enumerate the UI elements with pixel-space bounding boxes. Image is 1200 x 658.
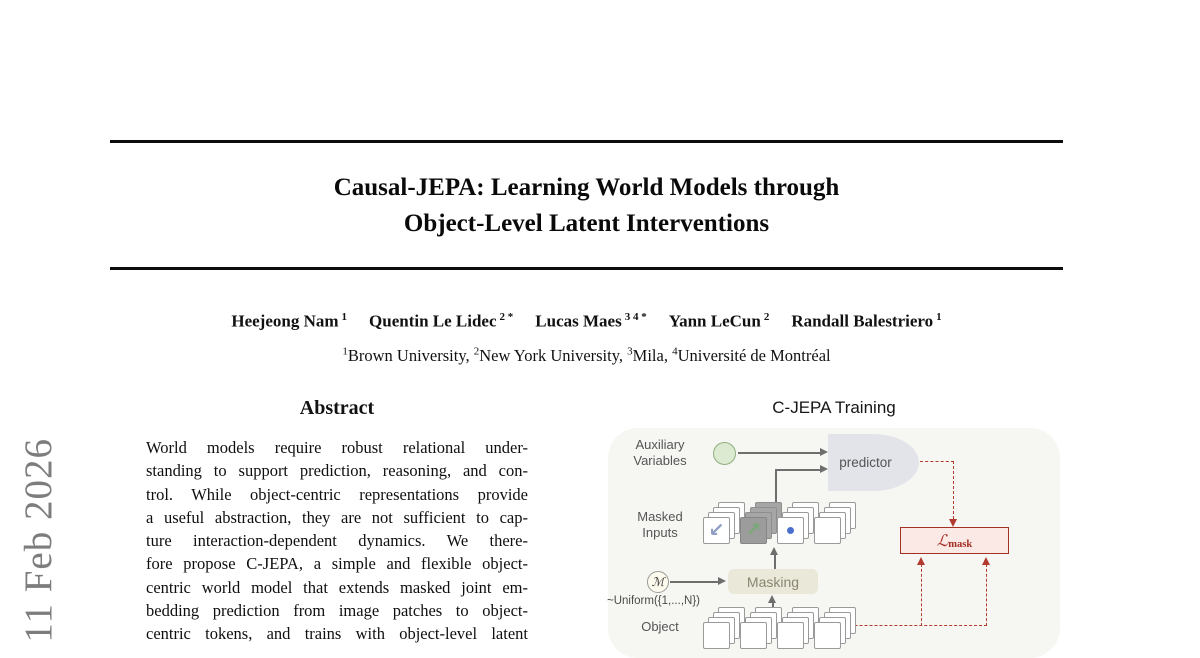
line-inputs-to-predictor-horizontal: [775, 469, 822, 471]
page-title: [110, 170, 1063, 242]
author-name: Quentin Le Lidec $^{2 *}$: [369, 311, 514, 331]
masked-inputs-label: Masked Inputs: [637, 509, 683, 540]
affiliation-item: $^2$New York University,: [473, 345, 628, 365]
patch-card: [777, 517, 804, 544]
masking-block: Masking: [728, 569, 818, 594]
arrowhead-m-to-masking-icon: [718, 577, 726, 585]
author-affiliation-superscript: 1: [341, 311, 348, 323]
arrow-m-to-masking: [670, 581, 720, 583]
object-embeddings-label: Object: [641, 619, 679, 634]
abstract-line: trol. While object-centric representations provide: [146, 484, 528, 504]
auxiliary-variable-node: [713, 442, 736, 465]
figure-title: C-JEPA Training: [772, 398, 896, 417]
dashed-target-to-loss-right: [986, 564, 987, 626]
authors-row: [110, 311, 1063, 332]
title-line-1: Causal-JEPA: Learning World Models through: [333, 174, 840, 201]
affiliation-item: $^1$Brown University,: [342, 345, 474, 365]
abstract-line: standing to support prediction, reasoning, and con-: [146, 461, 528, 481]
abstract-body: [146, 436, 528, 646]
dashed-target-to-loss-left: [921, 564, 922, 626]
auxiliary-variables-label: Auxiliary Variables: [633, 437, 687, 468]
author-name: Lucas Maes $^{3 4 *}$: [535, 311, 647, 331]
dashed-predictor-out-horizontal: [920, 461, 954, 462]
abstract-line: bedding prediction from image patches to object-: [146, 601, 528, 621]
author-name: Heejeong Nam $^1$: [231, 311, 348, 331]
dashed-predictor-to-loss-vertical: [953, 461, 954, 519]
title-bottom-rule: [110, 267, 1063, 270]
arrowhead-into-loss-top-icon: [949, 519, 957, 527]
patch-card: [814, 517, 841, 544]
abstract-heading: Abstract: [299, 397, 375, 419]
line-inputs-to-predictor-vertical: [775, 469, 777, 504]
mask-loss-box: ℒ mask: [900, 527, 1009, 554]
patch-card: [703, 517, 730, 544]
title-line-2: Object-Level Latent Interventions: [403, 210, 770, 237]
uniform-distribution-label: ~Uniform({1,...,N}): [607, 595, 700, 607]
abstract-line: World models require robust relational under-: [146, 438, 528, 457]
mask-distribution-node: ℳ: [647, 571, 669, 593]
abstract-line: centric tokens, and trains with object-level latent: [146, 624, 528, 644]
masked-patch-card: [740, 517, 767, 544]
patch-card: [777, 622, 804, 649]
patch-card: [740, 622, 767, 649]
abstract-line: ture interaction-dependent dynamics. We there-: [146, 531, 528, 551]
patch-card: [703, 622, 730, 649]
abstract-line: fore propose C-JEPA, a simple and flexible object-: [146, 554, 528, 574]
affiliations-row: [110, 345, 1063, 366]
author-affiliation-superscript: 2: [763, 311, 770, 323]
abstract-line: a useful abstraction, they are not sufficient to cap-: [146, 507, 528, 527]
affiliation-item: $^4$Université de Montréal: [672, 345, 831, 365]
author-name: Randall Balestriero $^1$: [791, 311, 942, 331]
arrow-aux-to-predictor: [738, 452, 822, 454]
predictor-block: predictor: [828, 434, 919, 491]
affiliation-item: $^3$Mila,: [627, 345, 673, 365]
arrow-down-left-icon: ↙: [708, 519, 725, 541]
abstract-line: centric world model that extends masked joint em-: [146, 577, 528, 597]
author-affiliation-superscript: 3 4 *: [624, 311, 647, 323]
author-affiliation-superscript: 1: [936, 311, 942, 323]
line-masking-to-inputs: [774, 554, 776, 570]
arrowhead-aux-to-predictor-icon: [820, 448, 828, 456]
object-dot-icon: [787, 527, 794, 534]
arrowhead-inputs-to-predictor-icon: [820, 465, 828, 473]
top-rule: [110, 140, 1063, 143]
author-name: Yann LeCun $^2$: [668, 311, 770, 331]
patch-card: [814, 622, 841, 649]
arxiv-date-banner: 11 Feb 2026: [17, 438, 60, 643]
arrow-up-right-icon: ↗: [745, 519, 762, 541]
author-affiliation-superscript: 2 *: [499, 311, 514, 323]
patch-card-stack: [0, 0, 1, 1]
